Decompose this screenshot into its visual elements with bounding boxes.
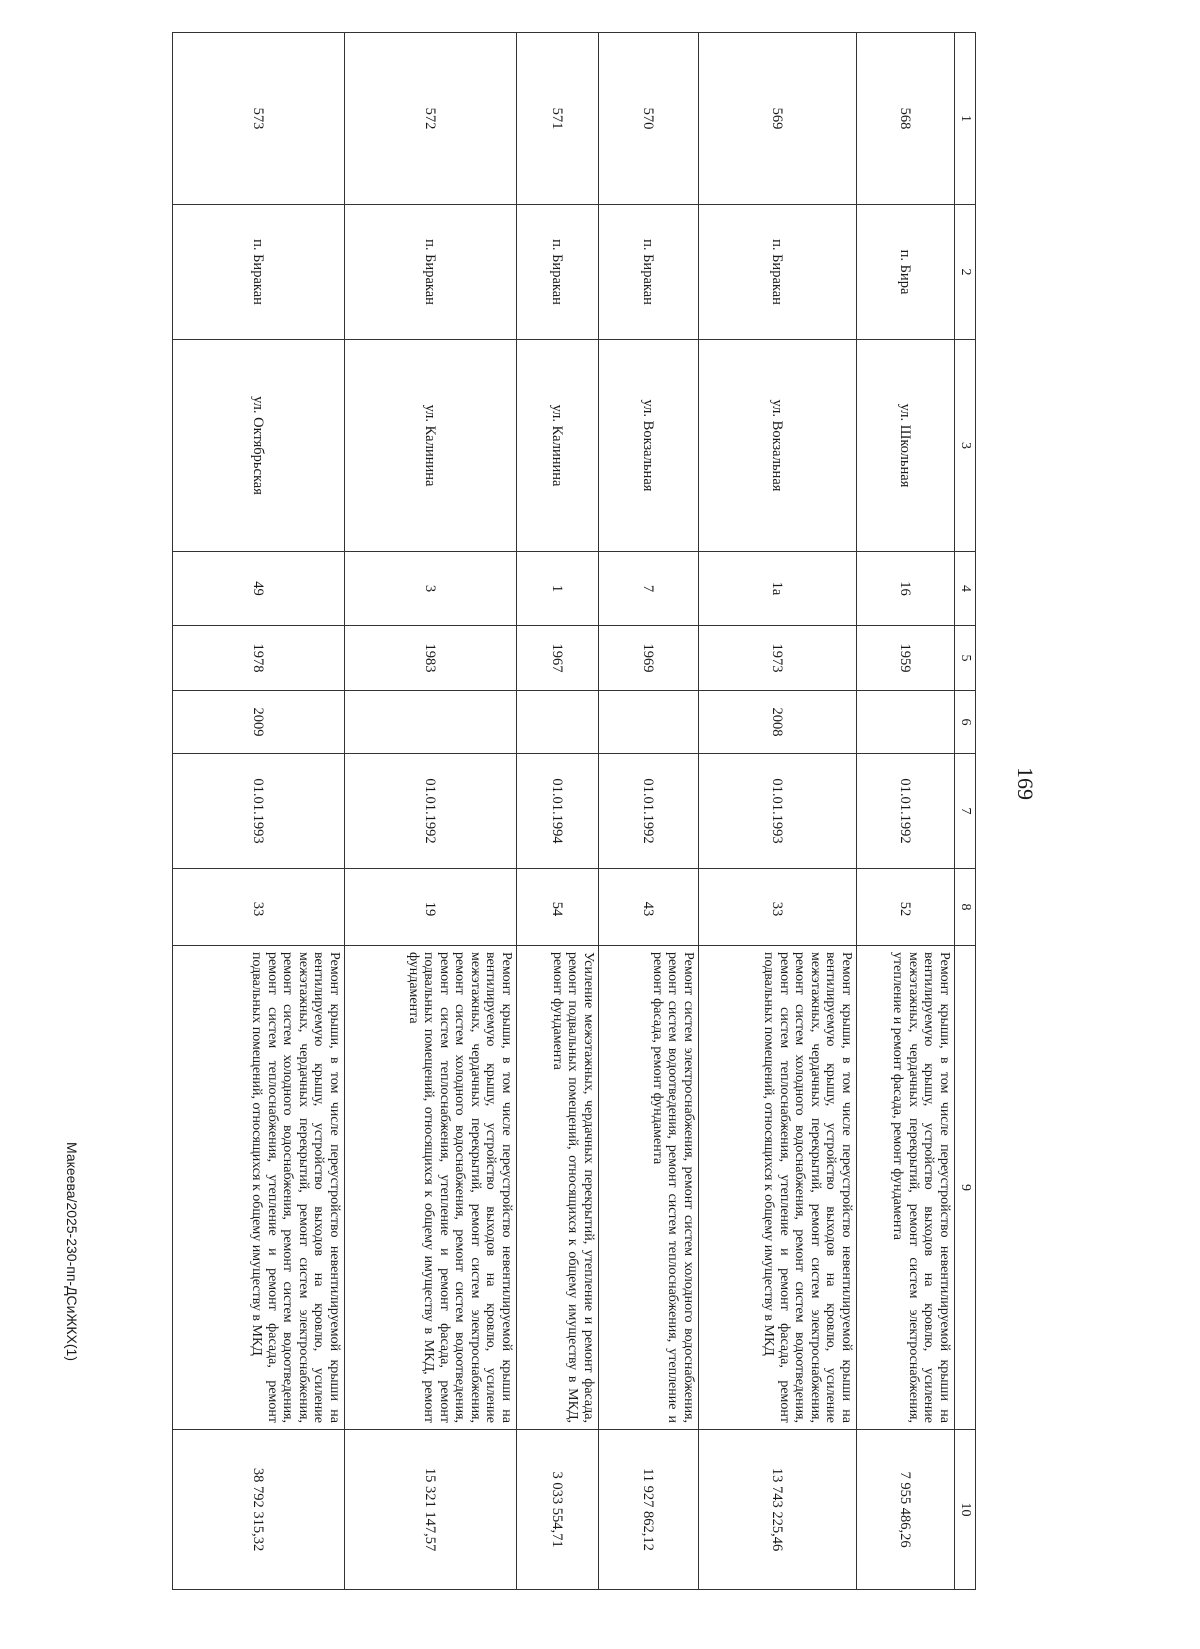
- column-number-row: [955, 33, 976, 1590]
- house-number: 7: [599, 552, 699, 626]
- column-number: 5: [955, 626, 976, 691]
- year-repair: 2008: [699, 691, 857, 754]
- settlement: п. Биракан: [599, 205, 699, 340]
- street: ул. Калинина: [345, 340, 517, 552]
- column-number: 3: [955, 340, 976, 552]
- capital-repair-table: [172, 32, 976, 1590]
- cost: 38 792 315,32: [173, 1430, 345, 1590]
- year-built: 1973: [699, 626, 857, 691]
- settlement: п. Биракан: [699, 205, 857, 340]
- year-repair: [517, 691, 599, 754]
- code: 33: [699, 869, 857, 946]
- year-repair: [857, 691, 955, 754]
- house-number: 16: [857, 552, 955, 626]
- cost: 7 955 486,26: [857, 1430, 955, 1590]
- row-number: 571: [517, 33, 599, 205]
- street: ул. Вокзальная: [699, 340, 857, 552]
- works-description: Ремонт крыши, в том числе переустройство невентилируемой крыши на вентилируемую крышу, устройство выходов на кровлю, усиление межэтажных, чердачных перекрытий, ремонт систем электроснабжения, ремонт систем холодного водоснабжения, ремонт систем водоотведения, ремонт систем теплоснабжения, утепление и ремонт фасада, ремонт подвальных помещений, относящихся к общему имуществу в МКД: [699, 946, 857, 1430]
- year-built: 1969: [599, 626, 699, 691]
- row-number: 569: [699, 33, 857, 205]
- works-description: Усиление межэтажных, чердачных перекрытий, утепление и ремонт фасада, ремонт подвальных помещений, относящихся к общему имуществу в МКД, ремонт фундамента: [517, 946, 599, 1430]
- table-row: [699, 33, 857, 1590]
- date: 01.01.1992: [857, 754, 955, 869]
- cost: 15 321 147,57: [345, 1430, 517, 1590]
- settlement: п. Биракан: [345, 205, 517, 340]
- column-number: 10: [955, 1430, 976, 1590]
- row-number: 573: [173, 33, 345, 205]
- date: 01.01.1993: [699, 754, 857, 869]
- year-built: 1959: [857, 626, 955, 691]
- settlement: п. Бира: [857, 205, 955, 340]
- works-description: Ремонт крыши, в том числе переустройство невентилируемой крыши на вентилируемую крышу, устройство выходов на кровлю, усиление межэтажных, чердачных перекрытий, ремонт систем электроснабжения, утепление и ремонт фасада, ремонт фундамента: [857, 946, 955, 1430]
- year-built: 1967: [517, 626, 599, 691]
- column-number: 2: [955, 205, 976, 340]
- house-number: 3: [345, 552, 517, 626]
- code: 52: [857, 869, 955, 946]
- table-row: [599, 33, 699, 1590]
- code: 33: [173, 869, 345, 946]
- works-description: Ремонт крыши, в том числе переустройство невентилируемой крыши на вентилируемую крышу, устройство выходов на кровлю, усиление межэтажных, чердачных перекрытий, ремонт систем электроснабжения, ремонт систем холодного водоснабжения, ремонт систем водоотведения, ремонт систем теплоснабжения, утепление и ремонт фасада, ремонт подвальных помещений, относящихся к общему имуществу в МКД, ремонт фундамента: [345, 946, 517, 1430]
- page-number: 169: [1013, 767, 1038, 800]
- settlement: п. Биракан: [517, 205, 599, 340]
- settlement: п. Биракан: [173, 205, 345, 340]
- code: 43: [599, 869, 699, 946]
- year-repair: [599, 691, 699, 754]
- cost: 3 033 554,71: [517, 1430, 599, 1590]
- table-row: [857, 33, 955, 1590]
- house-number: 1: [517, 552, 599, 626]
- street: ул. Школьная: [857, 340, 955, 552]
- table-row: [517, 33, 599, 1590]
- works-description: Ремонт систем электроснабжения, ремонт систем холодного водоснабжения, ремонт систем водоотведения, ремонт систем теплоснабжения, утепление и ремонт фасада, ремонт фундамента: [599, 946, 699, 1430]
- row-number: 570: [599, 33, 699, 205]
- column-number: 6: [955, 691, 976, 754]
- cost: 13 743 225,46: [699, 1430, 857, 1590]
- date: 01.01.1992: [599, 754, 699, 869]
- street: ул. Октябрьская: [173, 340, 345, 552]
- date: 01.01.1993: [173, 754, 345, 869]
- row-number: 572: [345, 33, 517, 205]
- code: 19: [345, 869, 517, 946]
- table-row: [345, 33, 517, 1590]
- year-built: 1978: [173, 626, 345, 691]
- house-number: 1а: [699, 552, 857, 626]
- code: 54: [517, 869, 599, 946]
- date: 01.01.1994: [517, 754, 599, 869]
- column-number: 4: [955, 552, 976, 626]
- cost: 11 927 862,12: [599, 1430, 699, 1590]
- street: ул. Вокзальная: [599, 340, 699, 552]
- column-number: 9: [955, 946, 976, 1430]
- document-reference: Макеева/2025-230-пп-ДСиЖКХ(1): [64, 1142, 80, 1362]
- works-description: Ремонт крыши, в том числе переустройство невентилируемой крыши на вентилируемую крышу, устройство выходов на кровлю, усиление межэтажных, чердачных перекрытий, ремонт систем электроснабжения, ремонт систем холодного водоснабжения, ремонт систем водоотведения, ремонт систем теплоснабжения, утепление и ремонт фасада, ремонт подвальных помещений, относящихся к общему имуществу в МКД: [173, 946, 345, 1430]
- column-number: 7: [955, 754, 976, 869]
- street: ул. Калинина: [517, 340, 599, 552]
- date: 01.01.1992: [345, 754, 517, 869]
- year-built: 1983: [345, 626, 517, 691]
- column-number: 8: [955, 869, 976, 946]
- rotated-page: [64, 32, 1080, 1601]
- table-row: [173, 33, 345, 1590]
- year-repair: 2009: [173, 691, 345, 754]
- column-number: 1: [955, 33, 976, 205]
- house-number: 49: [173, 552, 345, 626]
- row-number: 568: [857, 33, 955, 205]
- year-repair: [345, 691, 517, 754]
